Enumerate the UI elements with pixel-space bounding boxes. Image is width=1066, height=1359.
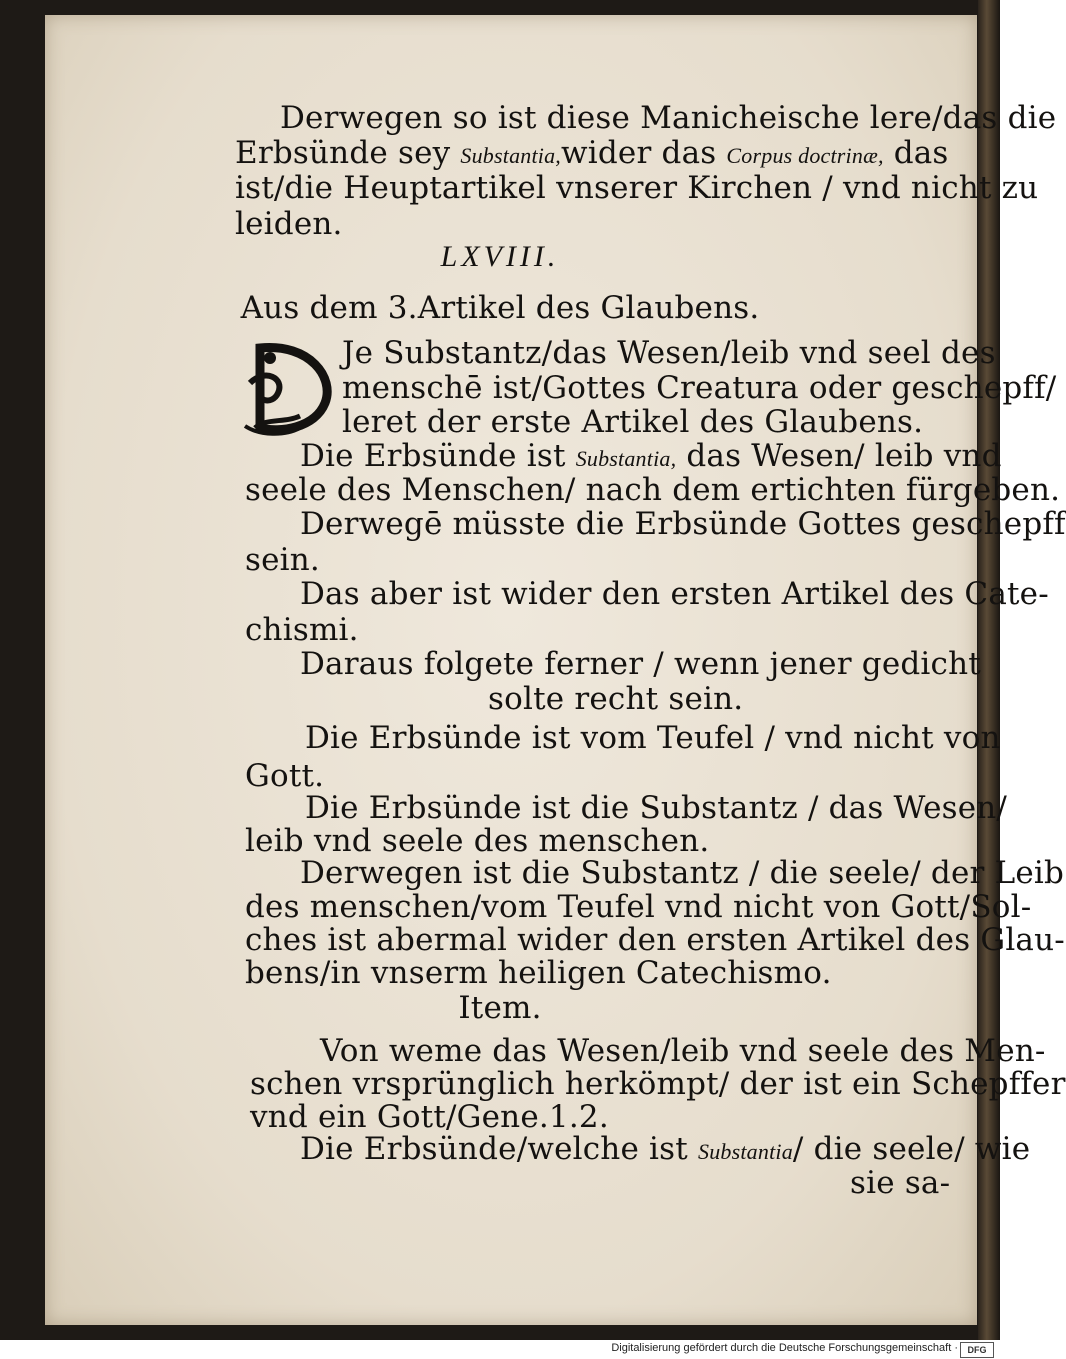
text-line: ches ist abermal wider den ersten Artikel des Glau- bbox=[245, 922, 1065, 958]
text-line: Die Erbsünde ist die Substantz / das Wesen/ bbox=[305, 790, 1008, 826]
text-line: vnd ein Gott/Gene.1.2. bbox=[250, 1099, 609, 1135]
text-line: des menschen/vom Teufel vnd nicht von Gott/Sol- bbox=[245, 889, 1032, 925]
text-line: Daraus folgete ferner / wenn jener gedicht bbox=[300, 646, 981, 682]
text-span: das Wesen/ leib vnd bbox=[676, 438, 1002, 474]
text-line: Je Substantz/das Wesen/leib vnd seel des bbox=[342, 335, 996, 371]
text-span: das bbox=[883, 135, 949, 171]
text-span: Die Erbsünde/welche ist bbox=[300, 1131, 698, 1167]
section-subheading: Aus dem 3.Artikel des Glaubens. bbox=[240, 290, 760, 326]
text-line: ist/die Heuptartikel vnserer Kirchen / vnd nicht zu bbox=[235, 170, 1039, 206]
section-number: LXVIII. bbox=[440, 240, 560, 273]
text-line: solte recht sein. bbox=[488, 681, 744, 717]
text-line: chismi. bbox=[245, 612, 359, 648]
text-span: / die seele/ wie bbox=[792, 1131, 1031, 1167]
text-line: Derwegen ist die Substantz / die seele/ der Leib bbox=[300, 855, 1065, 891]
text-line: Das aber ist wider den ersten Artikel des Cate- bbox=[300, 576, 1049, 612]
text-line bbox=[235, 135, 949, 174]
latin-term: Substantia bbox=[698, 1139, 793, 1164]
latin-term: Substantia, bbox=[460, 143, 562, 168]
text-line: schen vrsprünglich herkömpt/ der ist ein Schepffer bbox=[250, 1066, 1066, 1102]
text-line: bens/in vnserm heiligen Catechismo. bbox=[245, 955, 832, 991]
text-line: Derwegē müsste die Erbsünde Gottes geschepff bbox=[300, 506, 1066, 542]
text-line: menschē ist/Gottes Creatura oder geschepff/ bbox=[342, 370, 1057, 406]
text-line: Derwegen so ist diese Manicheische lere/das die bbox=[280, 100, 1057, 136]
footer-credit: Digitalisierung gefördert durch die Deutsche Forschungsgemeinschaft · bbox=[611, 1342, 958, 1354]
text-line: Die Erbsünde ist vom Teufel / vnd nicht von bbox=[305, 720, 1001, 756]
text-line: Gott. bbox=[245, 758, 325, 794]
item-heading: Item. bbox=[458, 990, 542, 1026]
text-span: Erbsünde sey bbox=[235, 135, 461, 171]
latin-term: Corpus doctrinæ, bbox=[726, 143, 884, 168]
text-span: Die Erbsünde ist bbox=[300, 438, 576, 474]
text-line: leib vnd seele des menschen. bbox=[245, 823, 710, 859]
text-line: leret der erste Artikel des Glaubens. bbox=[342, 404, 924, 440]
text-line: sein. bbox=[245, 542, 320, 578]
dropcap-ornament bbox=[240, 338, 340, 438]
footer-bar bbox=[0, 1340, 1000, 1359]
latin-term: Substantia, bbox=[575, 446, 677, 471]
text-line: Von weme das Wesen/leib vnd seele des Men- bbox=[320, 1033, 1046, 1069]
text-line: leiden. bbox=[235, 206, 343, 242]
text-span: wider das bbox=[561, 135, 727, 171]
catchword: sie sa- bbox=[850, 1165, 951, 1201]
dfg-logo[interactable]: DFG bbox=[960, 1342, 994, 1358]
text-line: seele des Menschen/ nach dem ertichten fürgeben. bbox=[245, 472, 1061, 508]
